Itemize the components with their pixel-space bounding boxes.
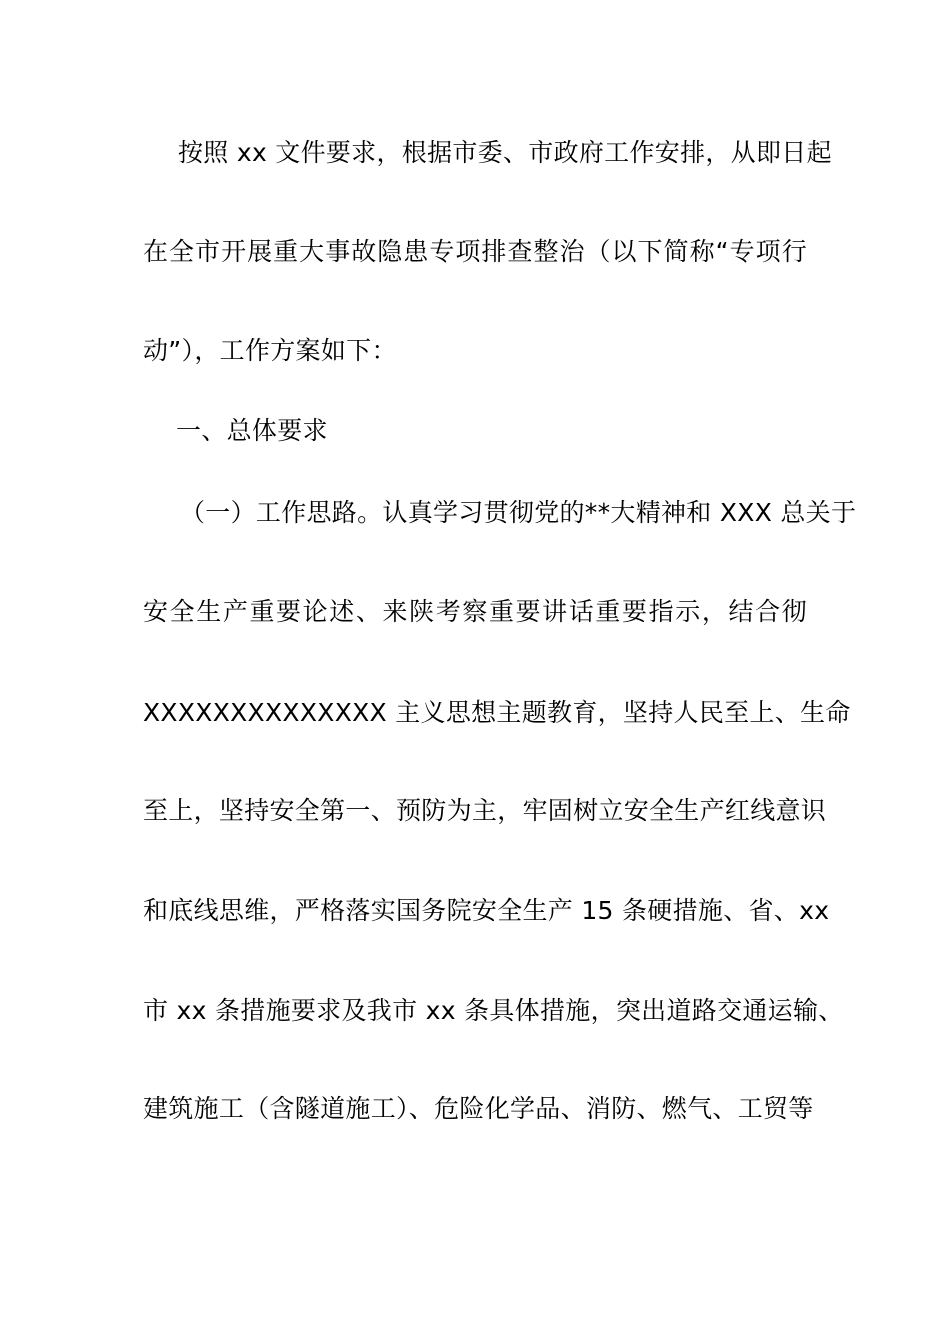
body-line-4: 至上，坚持安全第一、预防为主，牢固树立安全生产红线意识 [143, 796, 827, 825]
body-line-3: XXXXXXXXXXXXXX 主义思想主题教育，坚持人民至上、生命 [143, 698, 851, 727]
paragraph-line-1: 按照 xx 文件要求，根据市委、市政府工作安排，从即日起 [178, 138, 832, 167]
section-heading: 一、总体要求 [176, 416, 328, 445]
body-line-6: 市 xx 条措施要求及我市 xx 条具体措施，突出道路交通运输、 [143, 996, 844, 1025]
paragraph-line-2: 在全市开展重大事故隐患专项排查整治（以下简称“专项行 [143, 237, 807, 266]
body-line-7: 建筑施工（含隧道施工）、危险化学品、消防、燃气、工贸等 [143, 1094, 814, 1123]
paragraph-line-3: 动”），工作方案如下： [143, 336, 397, 365]
body-line-5: 和底线思维，严格落实国务院安全生产 15 条硬措施、省、xx [143, 896, 830, 925]
body-line-2: 安全生产重要论述、来陕考察重要讲话重要指示，结合彻 [143, 597, 807, 626]
subsection-line-1: （一）工作思路。认真学习贯彻党的**大精神和 XXX 总关于 [180, 498, 857, 527]
